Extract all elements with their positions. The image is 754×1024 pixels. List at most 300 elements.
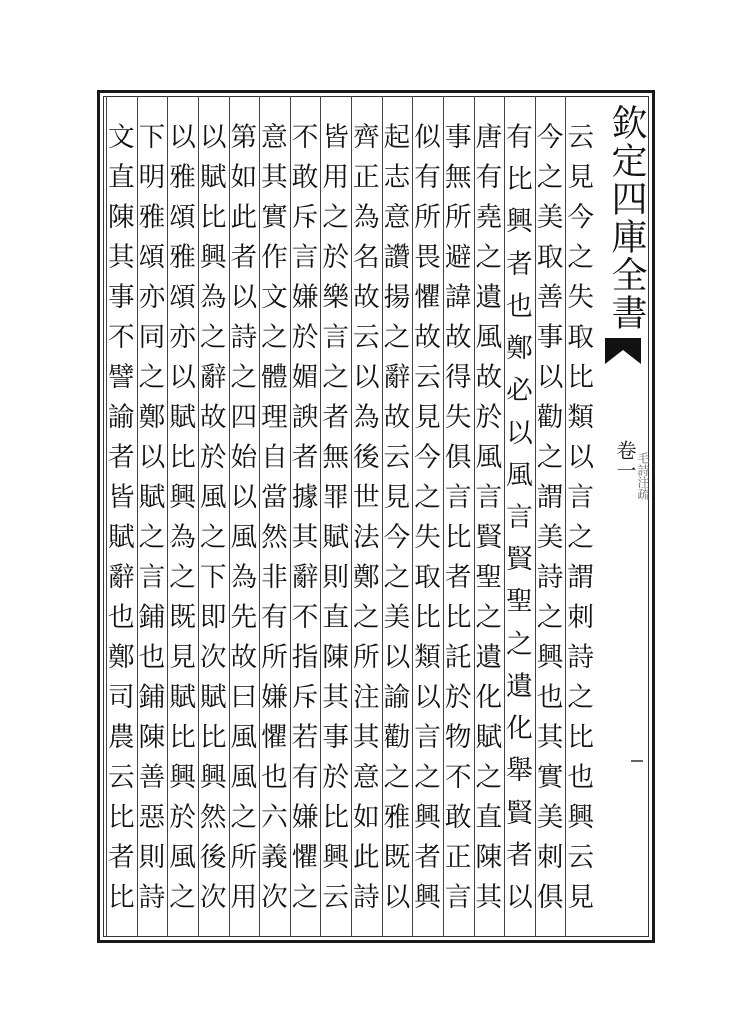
- volume-label: 卷一: [613, 440, 637, 480]
- glyph: 懼: [261, 722, 288, 753]
- glyph: 賦: [108, 522, 135, 553]
- glyph: 有: [506, 122, 533, 153]
- glyph: 始: [230, 442, 258, 473]
- glyph: 以: [169, 122, 196, 153]
- glyph: 比: [506, 164, 533, 196]
- glyph: 者: [230, 242, 258, 273]
- glyph: 以: [230, 282, 258, 313]
- glyph: 用: [322, 162, 349, 193]
- glyph: 雅: [169, 242, 196, 273]
- glyph: 為: [353, 402, 380, 433]
- glyph: 失: [444, 402, 472, 433]
- glyph: 義: [261, 842, 288, 873]
- glyph: 其: [353, 722, 380, 753]
- glyph: 遺: [475, 282, 503, 313]
- glyph: 風: [199, 482, 227, 513]
- glyph: 言: [475, 482, 503, 513]
- glyph: 後: [353, 442, 380, 473]
- glyph: 辭: [383, 362, 411, 393]
- glyph: 之: [567, 242, 594, 273]
- glyph: 風: [230, 522, 258, 553]
- glyph: 之: [536, 602, 564, 633]
- glyph: 類: [567, 402, 594, 433]
- glyph: 事: [322, 722, 349, 753]
- glyph: 其: [108, 242, 135, 273]
- glyph: 於: [199, 442, 227, 473]
- glyph: 必: [506, 375, 533, 407]
- column-rule: [320, 96, 321, 937]
- glyph: 興: [322, 842, 349, 873]
- glyph: 言: [291, 242, 319, 273]
- glyph: 皆: [322, 122, 349, 153]
- glyph: 以: [536, 362, 564, 393]
- glyph: 云: [322, 882, 349, 913]
- glyph: 第: [230, 122, 258, 153]
- glyph: 所: [414, 202, 441, 233]
- glyph: 既: [383, 842, 411, 873]
- glyph: 於: [322, 762, 349, 793]
- glyph: 賦: [199, 682, 227, 713]
- glyph: 陳: [108, 202, 135, 233]
- glyph: 之: [506, 628, 533, 660]
- glyph: 用: [230, 882, 258, 913]
- glyph: 為: [230, 562, 258, 593]
- glyph: 之: [475, 762, 503, 793]
- glyph: 曰: [230, 682, 258, 713]
- glyph: 化: [475, 682, 503, 713]
- glyph: 今: [567, 202, 594, 233]
- glyph: 直: [322, 602, 349, 633]
- glyph: 無: [322, 442, 349, 473]
- glyph: 興: [414, 882, 441, 913]
- glyph: 今: [383, 522, 411, 553]
- glyph: 之: [475, 242, 503, 273]
- glyph: 取: [536, 242, 564, 273]
- glyph: 故: [230, 642, 258, 673]
- glyph: 以: [199, 122, 227, 153]
- glyph: 體: [261, 362, 288, 393]
- glyph: 亦: [138, 282, 166, 313]
- glyph: 辭: [199, 362, 227, 393]
- glyph: 後: [199, 842, 227, 873]
- glyph: 指: [291, 642, 319, 673]
- glyph: 其: [261, 162, 288, 193]
- glyph: 之: [230, 802, 258, 833]
- glyph: 興: [506, 206, 533, 238]
- glyph: 者: [506, 839, 533, 871]
- glyph: 皆: [108, 482, 135, 513]
- glyph: 刺: [536, 842, 564, 873]
- glyph: 賢: [506, 797, 533, 829]
- glyph: 比: [414, 602, 441, 633]
- glyph: 之: [199, 522, 227, 553]
- glyph: 次: [199, 642, 227, 673]
- glyph: 然: [199, 802, 227, 833]
- glyph: 言: [444, 882, 472, 913]
- glyph: 也: [108, 602, 135, 633]
- glyph: 以: [506, 417, 533, 449]
- glyph: 有: [475, 162, 503, 193]
- glyph: 之: [383, 762, 411, 793]
- glyph: 雅: [383, 802, 411, 833]
- volume-subtitle: 毛詩注疏: [636, 452, 650, 500]
- glyph: 則: [138, 842, 166, 873]
- glyph: 風: [475, 322, 503, 353]
- column-rule: [137, 96, 138, 937]
- glyph: 懼: [291, 842, 319, 873]
- glyph: 故: [444, 322, 472, 353]
- glyph: 賦: [169, 402, 196, 433]
- glyph: 風: [230, 762, 258, 793]
- glyph: 實: [261, 202, 288, 233]
- glyph: 六: [261, 802, 288, 833]
- glyph: 樂: [322, 282, 349, 313]
- glyph: 故: [414, 322, 441, 353]
- glyph: 以: [353, 362, 380, 393]
- glyph: 之: [230, 362, 258, 393]
- glyph: 比: [199, 722, 227, 753]
- glyph: 也: [567, 762, 594, 793]
- glyph: 比: [444, 602, 472, 633]
- glyph: 之: [199, 322, 227, 353]
- glyph: 以: [414, 682, 441, 713]
- glyph: 斥: [291, 682, 319, 713]
- glyph: 法: [353, 522, 380, 553]
- glyph: 今: [536, 122, 564, 153]
- glyph: 見: [567, 882, 594, 913]
- glyph: 風: [475, 442, 503, 473]
- glyph: 故: [475, 362, 503, 393]
- glyph: 事: [444, 122, 472, 153]
- glyph: 見: [414, 402, 441, 433]
- glyph: 之: [322, 202, 349, 233]
- glyph: 鄭: [108, 642, 135, 673]
- glyph: 讚: [383, 242, 411, 273]
- glyph: 諱: [444, 282, 472, 313]
- glyph: 辭: [108, 562, 135, 593]
- glyph: 嫌: [291, 282, 319, 313]
- glyph: 勸: [383, 722, 411, 753]
- glyph: 言: [414, 722, 441, 753]
- glyph: 之: [414, 482, 441, 513]
- glyph: 辭: [291, 562, 319, 593]
- fish-tail-mark-icon: [603, 336, 643, 366]
- glyph: 者: [506, 248, 533, 280]
- glyph: 美: [536, 802, 564, 833]
- glyph: 其: [291, 522, 319, 553]
- glyph: 之: [291, 882, 319, 913]
- glyph: 取: [414, 562, 441, 593]
- column-rule: [290, 96, 291, 937]
- glyph: 此: [353, 842, 380, 873]
- glyph: 失: [567, 282, 594, 313]
- glyph: 比: [444, 522, 472, 553]
- column-rule: [106, 96, 107, 937]
- glyph: 之: [261, 322, 288, 353]
- glyph: 媚: [291, 362, 319, 393]
- glyph: 謂: [567, 562, 594, 593]
- glyph: 司: [108, 682, 135, 713]
- glyph: 頌: [169, 282, 196, 313]
- glyph: 諭: [108, 402, 135, 433]
- glyph: 詩: [138, 882, 166, 913]
- glyph: 俱: [536, 882, 564, 913]
- glyph: 見: [567, 162, 594, 193]
- glyph: 無: [444, 162, 472, 193]
- glyph: 以: [383, 642, 411, 673]
- column-rule: [382, 96, 383, 937]
- glyph: 興: [536, 642, 564, 673]
- glyph: 風: [506, 459, 533, 491]
- column-rule: [443, 96, 444, 937]
- glyph: 為: [353, 202, 380, 233]
- glyph: 嫌: [291, 802, 319, 833]
- glyph: 遺: [506, 670, 533, 702]
- glyph: 賦: [199, 162, 227, 193]
- glyph: 取: [567, 322, 594, 353]
- glyph: 故: [383, 402, 411, 433]
- glyph: 所: [230, 842, 258, 873]
- glyph: 有: [414, 162, 441, 193]
- glyph: 詩: [230, 322, 258, 353]
- text-column: [93, 118, 149, 918]
- glyph: 鄭: [506, 333, 533, 365]
- glyph: 興: [169, 482, 196, 513]
- glyph: 此: [230, 202, 258, 233]
- glyph: 下: [199, 562, 227, 593]
- glyph: 明: [138, 162, 166, 193]
- glyph: 以: [506, 881, 533, 913]
- glyph: 比: [108, 802, 135, 833]
- glyph: 勸: [536, 402, 564, 433]
- glyph: 頌: [169, 202, 196, 233]
- glyph: 得: [444, 362, 472, 393]
- glyph: 有: [291, 762, 319, 793]
- page-number-mark-icon: [630, 755, 644, 767]
- glyph: 以: [230, 482, 258, 513]
- glyph: 比: [169, 722, 196, 753]
- glyph: 鋪: [138, 682, 166, 713]
- glyph: 風: [230, 722, 258, 753]
- glyph: 如: [230, 162, 258, 193]
- glyph: 不: [291, 122, 319, 153]
- glyph: 所: [444, 202, 472, 233]
- glyph: 雅: [138, 202, 166, 233]
- glyph: 善: [138, 762, 166, 793]
- glyph: 於: [444, 682, 472, 713]
- glyph: 亦: [169, 322, 196, 353]
- glyph: 以: [169, 362, 196, 393]
- glyph: 避: [444, 242, 472, 273]
- glyph: 不: [108, 322, 135, 353]
- glyph: 之: [567, 522, 594, 553]
- glyph: 云: [414, 362, 441, 393]
- glyph: 美: [536, 522, 564, 553]
- glyph: 之: [138, 522, 166, 553]
- glyph: 比: [567, 722, 594, 753]
- glyph: 直: [108, 162, 135, 193]
- glyph: 興: [169, 762, 196, 793]
- glyph: 四: [230, 402, 258, 433]
- glyph: 云: [567, 122, 594, 153]
- glyph: 文: [261, 282, 288, 313]
- glyph: 見: [383, 482, 411, 513]
- glyph: 俱: [444, 442, 472, 473]
- column-rule: [259, 96, 260, 937]
- glyph: 若: [291, 722, 319, 753]
- glyph: 云: [353, 322, 380, 353]
- glyph: 詩: [353, 882, 380, 913]
- column-rule: [504, 96, 505, 937]
- glyph: 比: [567, 362, 594, 393]
- glyph: 即: [199, 602, 227, 633]
- glyph: 堯: [475, 202, 503, 233]
- glyph: 聖: [475, 562, 503, 593]
- glyph: 言: [138, 562, 166, 593]
- glyph: 之: [169, 562, 196, 593]
- glyph: 不: [291, 602, 319, 633]
- glyph: 刺: [567, 602, 594, 633]
- glyph: 據: [291, 482, 319, 513]
- glyph: 於: [291, 322, 319, 353]
- glyph: 物: [444, 722, 472, 753]
- glyph: 類: [414, 642, 441, 673]
- column-rule: [351, 96, 352, 937]
- glyph: 下: [138, 122, 166, 153]
- glyph: 之: [536, 442, 564, 473]
- glyph: 比: [169, 442, 196, 473]
- glyph: 今: [414, 442, 441, 473]
- glyph: 舉: [506, 755, 533, 787]
- glyph: 鄭: [138, 402, 166, 433]
- glyph: 畏: [414, 242, 441, 273]
- glyph: 美: [536, 202, 564, 233]
- glyph: 言: [506, 501, 533, 533]
- glyph: 以: [383, 882, 411, 913]
- glyph: 賦: [169, 682, 196, 713]
- glyph: 者: [108, 842, 135, 873]
- glyph: 其: [475, 882, 503, 913]
- glyph: 所: [261, 642, 288, 673]
- glyph: 之: [169, 882, 196, 913]
- glyph: 所: [353, 642, 380, 673]
- glyph: 作: [261, 242, 288, 273]
- glyph: 云: [108, 762, 135, 793]
- glyph: 頌: [138, 242, 166, 273]
- glyph: 見: [169, 642, 196, 673]
- glyph: 之: [322, 362, 349, 393]
- glyph: 者: [291, 442, 319, 473]
- glyph: 農: [108, 722, 135, 753]
- column-rule: [535, 96, 536, 937]
- glyph: 意: [353, 762, 380, 793]
- glyph: 興: [567, 802, 594, 833]
- glyph: 注: [353, 682, 380, 713]
- glyph: 鄭: [353, 562, 380, 593]
- glyph: 故: [353, 282, 380, 313]
- glyph: 言: [444, 482, 472, 513]
- glyph: 者: [322, 402, 349, 433]
- glyph: 化: [506, 713, 533, 745]
- glyph: 世: [353, 482, 380, 513]
- glyph: 詩: [536, 562, 564, 593]
- glyph: 直: [475, 802, 503, 833]
- glyph: 陳: [138, 722, 166, 753]
- glyph: 諛: [291, 402, 319, 433]
- glyph: 正: [444, 842, 472, 873]
- glyph: 也: [536, 682, 564, 713]
- glyph: 為: [169, 522, 196, 553]
- glyph: 敢: [444, 802, 472, 833]
- glyph: 不: [444, 762, 472, 793]
- glyph: 故: [199, 402, 227, 433]
- glyph: 嫌: [261, 682, 288, 713]
- glyph: 失: [414, 522, 441, 553]
- glyph: 如: [353, 802, 380, 833]
- glyph: 實: [536, 762, 564, 793]
- glyph: 次: [261, 882, 288, 913]
- glyph: 美: [383, 602, 411, 633]
- glyph: 諭: [383, 682, 411, 713]
- glyph: 賦: [475, 722, 503, 753]
- glyph: 者: [444, 562, 472, 593]
- glyph: 遺: [475, 642, 503, 673]
- glyph: 於: [169, 802, 196, 833]
- glyph: 賦: [138, 482, 166, 513]
- glyph: 興: [414, 802, 441, 833]
- glyph: 意: [383, 202, 411, 233]
- glyph: 同: [138, 322, 166, 353]
- glyph: 之: [475, 602, 503, 633]
- glyph: 懼: [414, 282, 441, 313]
- column-rule: [229, 96, 230, 937]
- column-rule: [474, 96, 475, 937]
- glyph: 似: [414, 122, 441, 153]
- glyph: 先: [230, 602, 258, 633]
- glyph: 自: [261, 442, 288, 473]
- glyph: 事: [108, 282, 135, 313]
- glyph: 興: [199, 762, 227, 793]
- glyph: 理: [261, 402, 288, 433]
- glyph: 賢: [506, 544, 533, 576]
- glyph: 敢: [291, 162, 319, 193]
- glyph: 於: [322, 242, 349, 273]
- glyph: 為: [199, 282, 227, 313]
- glyph: 鋪: [138, 602, 166, 633]
- glyph: 齊: [353, 122, 380, 153]
- column-rule: [167, 96, 168, 937]
- glyph: 則: [322, 562, 349, 593]
- glyph: 譬: [108, 362, 135, 393]
- glyph: 詩: [567, 642, 594, 673]
- glyph: 聖: [506, 586, 533, 618]
- glyph: 云: [383, 442, 411, 473]
- glyph: 者: [414, 842, 441, 873]
- glyph: 志: [383, 162, 411, 193]
- glyph: 惡: [138, 802, 166, 833]
- glyph: 者: [108, 442, 135, 473]
- glyph: 比: [322, 802, 349, 833]
- glyph: 比: [108, 882, 135, 913]
- glyph: 云: [567, 842, 594, 873]
- glyph: 言: [322, 322, 349, 353]
- glyph: 然: [261, 522, 288, 553]
- column-rule: [565, 96, 566, 937]
- glyph: 揚: [383, 282, 411, 313]
- glyph: 罪: [322, 482, 349, 513]
- glyph: 其: [322, 682, 349, 713]
- glyph: 賢: [475, 522, 503, 553]
